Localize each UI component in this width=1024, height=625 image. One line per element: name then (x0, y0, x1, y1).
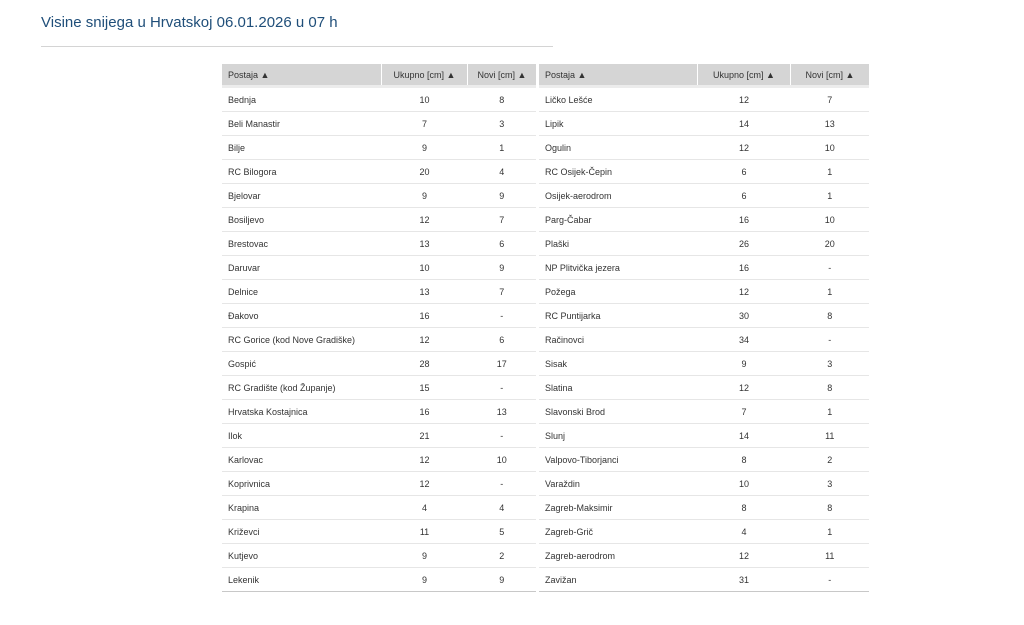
table-row (539, 304, 869, 328)
title-divider (41, 46, 553, 47)
station-cell: Hrvatska Kostajnica (222, 400, 382, 424)
total-snow-cell: 12 (382, 472, 468, 496)
new-snow-cell: 10 (791, 136, 870, 160)
station-cell: Beli Manastir (222, 112, 382, 136)
table-row (539, 256, 869, 280)
new-snow-cell: 7 (468, 208, 537, 232)
station-cell: NP Plitvička jezera (539, 256, 698, 280)
page-title: Visine snijega u Hrvatskoj 06.01.2026 u 07 h (41, 14, 338, 31)
station-cell: Ilok (222, 424, 382, 448)
total-snow-cell: 12 (382, 328, 468, 352)
table-row (222, 352, 536, 376)
new-snow-cell: - (468, 424, 537, 448)
total-snow-cell: 10 (382, 87, 468, 112)
station-cell: Krapina (222, 496, 382, 520)
new-snow-cell: 9 (468, 256, 537, 280)
station-cell: Plaški (539, 232, 698, 256)
table-body-right (539, 87, 869, 592)
new-snow-cell: - (468, 304, 537, 328)
table-row (222, 376, 536, 400)
station-cell: Brestovac (222, 232, 382, 256)
total-snow-cell: 4 (382, 496, 468, 520)
table-row (539, 400, 869, 424)
station-cell: Daruvar (222, 256, 382, 280)
total-snow-cell: 30 (698, 304, 791, 328)
total-snow-cell: 16 (698, 256, 791, 280)
total-snow-cell: 12 (698, 280, 791, 304)
snow-table-left (222, 64, 536, 592)
station-cell: Bednja (222, 87, 382, 112)
total-snow-cell: 14 (698, 112, 791, 136)
table-row (222, 568, 536, 592)
sort-header-new[interactable]: Novi [cm] ▲ (791, 64, 870, 87)
new-snow-cell: 13 (791, 112, 870, 136)
total-snow-cell: 16 (698, 208, 791, 232)
table-row (539, 328, 869, 352)
total-snow-cell: 4 (698, 520, 791, 544)
new-snow-cell: - (791, 568, 870, 592)
station-cell: RC Osijek-Čepin (539, 160, 698, 184)
new-snow-cell: 7 (791, 87, 870, 112)
station-cell: Delnice (222, 280, 382, 304)
table-row (222, 208, 536, 232)
station-cell: RC Gradište (kod Županje) (222, 376, 382, 400)
station-cell: Zagreb-Maksimir (539, 496, 698, 520)
station-cell: Zavižan (539, 568, 698, 592)
station-cell: Kutjevo (222, 544, 382, 568)
table-row (222, 424, 536, 448)
new-snow-cell: 3 (468, 112, 537, 136)
total-snow-cell: 34 (698, 328, 791, 352)
total-snow-cell: 6 (698, 184, 791, 208)
table-row (539, 136, 869, 160)
new-snow-cell: 2 (791, 448, 870, 472)
station-cell: Đakovo (222, 304, 382, 328)
total-snow-cell: 9 (382, 184, 468, 208)
total-snow-cell: 11 (382, 520, 468, 544)
new-snow-cell: 5 (468, 520, 537, 544)
table-row (222, 520, 536, 544)
table-header-row (539, 64, 869, 87)
station-cell: Bjelovar (222, 184, 382, 208)
new-snow-cell: 4 (468, 496, 537, 520)
new-snow-cell: 2 (468, 544, 537, 568)
new-snow-cell: 11 (791, 424, 870, 448)
total-snow-cell: 9 (698, 352, 791, 376)
new-snow-cell: 1 (791, 184, 870, 208)
new-snow-cell: - (791, 256, 870, 280)
new-snow-cell: 8 (791, 376, 870, 400)
station-cell: Križevci (222, 520, 382, 544)
new-snow-cell: 4 (468, 160, 537, 184)
station-cell: RC Bilogora (222, 160, 382, 184)
total-snow-cell: 26 (698, 232, 791, 256)
table-row (539, 232, 869, 256)
station-cell: Zagreb-Grič (539, 520, 698, 544)
table-row (222, 136, 536, 160)
station-cell: Karlovac (222, 448, 382, 472)
table-row (222, 184, 536, 208)
new-snow-cell: 10 (791, 208, 870, 232)
total-snow-cell: 15 (382, 376, 468, 400)
total-snow-cell: 9 (382, 136, 468, 160)
table-row (539, 544, 869, 568)
table-row (222, 87, 536, 112)
sort-header-total[interactable]: Ukupno [cm] ▲ (698, 64, 791, 87)
total-snow-cell: 28 (382, 352, 468, 376)
table-row (222, 328, 536, 352)
total-snow-cell: 31 (698, 568, 791, 592)
station-cell: Osijek-aerodrom (539, 184, 698, 208)
station-cell: Parg-Čabar (539, 208, 698, 232)
snow-table-right (539, 64, 869, 592)
station-cell: RC Puntijarka (539, 304, 698, 328)
new-snow-cell: 20 (791, 232, 870, 256)
station-cell: Slavonski Brod (539, 400, 698, 424)
table-row (222, 232, 536, 256)
total-snow-cell: 12 (698, 376, 791, 400)
total-snow-cell: 16 (382, 400, 468, 424)
new-snow-cell: 9 (468, 568, 537, 592)
total-snow-cell: 12 (698, 87, 791, 112)
station-cell: Račinovci (539, 328, 698, 352)
new-snow-cell: - (791, 328, 870, 352)
station-cell: Koprivnica (222, 472, 382, 496)
table-row (222, 280, 536, 304)
station-cell: Bosiljevo (222, 208, 382, 232)
station-cell: Ogulin (539, 136, 698, 160)
new-snow-cell: 8 (791, 496, 870, 520)
station-cell: Valpovo-Tiborjanci (539, 448, 698, 472)
new-snow-cell: 9 (468, 184, 537, 208)
new-snow-cell: 7 (468, 280, 537, 304)
new-snow-cell: 6 (468, 232, 537, 256)
new-snow-cell: 6 (468, 328, 537, 352)
total-snow-cell: 7 (698, 400, 791, 424)
total-snow-cell: 9 (382, 544, 468, 568)
table-row (539, 184, 869, 208)
station-cell: Slatina (539, 376, 698, 400)
table-row (539, 448, 869, 472)
sort-header-station[interactable]: Postaja ▲ (222, 64, 382, 87)
total-snow-cell: 13 (382, 232, 468, 256)
new-snow-cell: - (468, 376, 537, 400)
table-row (222, 400, 536, 424)
total-snow-cell: 10 (382, 256, 468, 280)
table-row (222, 472, 536, 496)
station-cell: Požega (539, 280, 698, 304)
sort-header-new[interactable]: Novi [cm] ▲ (468, 64, 537, 87)
total-snow-cell: 21 (382, 424, 468, 448)
table-row (539, 352, 869, 376)
table-row (539, 496, 869, 520)
total-snow-cell: 12 (698, 136, 791, 160)
table-row (539, 376, 869, 400)
total-snow-cell: 12 (698, 544, 791, 568)
table-row (222, 256, 536, 280)
table-row (539, 568, 869, 592)
table-row (539, 280, 869, 304)
total-snow-cell: 12 (382, 448, 468, 472)
table-header-row (222, 64, 536, 87)
new-snow-cell: 17 (468, 352, 537, 376)
station-cell: Lekenik (222, 568, 382, 592)
total-snow-cell: 6 (698, 160, 791, 184)
new-snow-cell: 10 (468, 448, 537, 472)
table-row (222, 544, 536, 568)
total-snow-cell: 10 (698, 472, 791, 496)
new-snow-cell: 1 (468, 136, 537, 160)
table-row (539, 424, 869, 448)
table-row (539, 87, 869, 112)
new-snow-cell: 13 (468, 400, 537, 424)
table-body-left (222, 87, 536, 592)
total-snow-cell: 16 (382, 304, 468, 328)
total-snow-cell: 20 (382, 160, 468, 184)
station-cell: RC Gorice (kod Nove Gradiške) (222, 328, 382, 352)
table-row (539, 112, 869, 136)
table-row (539, 208, 869, 232)
new-snow-cell: 1 (791, 400, 870, 424)
station-cell: Varaždin (539, 472, 698, 496)
table-row (222, 448, 536, 472)
station-cell: Zagreb-aerodrom (539, 544, 698, 568)
table-row (539, 160, 869, 184)
new-snow-cell: 11 (791, 544, 870, 568)
station-cell: Ličko Lešće (539, 87, 698, 112)
table-row (539, 472, 869, 496)
table-row (222, 112, 536, 136)
sort-header-station[interactable]: Postaja ▲ (539, 64, 698, 87)
total-snow-cell: 14 (698, 424, 791, 448)
new-snow-cell: 1 (791, 280, 870, 304)
table-row (222, 496, 536, 520)
new-snow-cell: - (468, 472, 537, 496)
new-snow-cell: 8 (468, 87, 537, 112)
total-snow-cell: 8 (698, 448, 791, 472)
station-cell: Slunj (539, 424, 698, 448)
new-snow-cell: 3 (791, 352, 870, 376)
new-snow-cell: 3 (791, 472, 870, 496)
new-snow-cell: 1 (791, 160, 870, 184)
total-snow-cell: 9 (382, 568, 468, 592)
station-cell: Sisak (539, 352, 698, 376)
total-snow-cell: 7 (382, 112, 468, 136)
table-row (222, 304, 536, 328)
total-snow-cell: 13 (382, 280, 468, 304)
new-snow-cell: 1 (791, 520, 870, 544)
table-row (539, 520, 869, 544)
total-snow-cell: 8 (698, 496, 791, 520)
sort-header-total[interactable]: Ukupno [cm] ▲ (382, 64, 468, 87)
total-snow-cell: 12 (382, 208, 468, 232)
station-cell: Lipik (539, 112, 698, 136)
station-cell: Gospić (222, 352, 382, 376)
table-row (222, 160, 536, 184)
new-snow-cell: 8 (791, 304, 870, 328)
station-cell: Bilje (222, 136, 382, 160)
